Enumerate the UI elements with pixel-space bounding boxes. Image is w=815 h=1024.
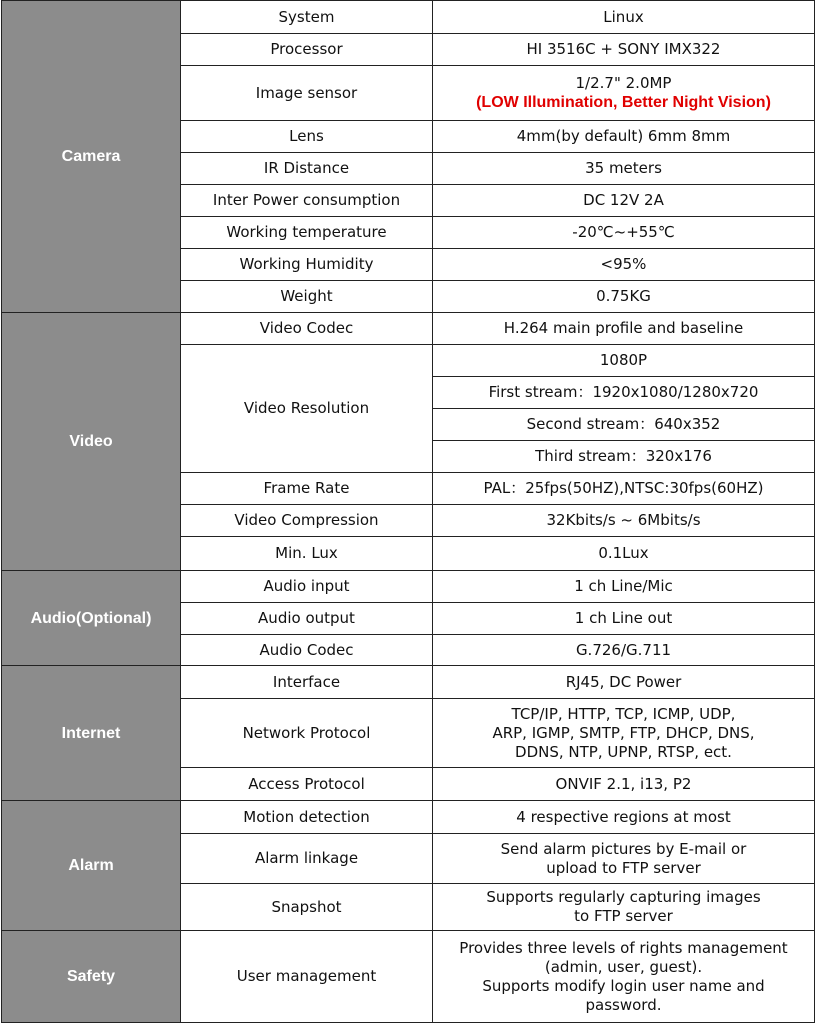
spec-value: <95% bbox=[433, 249, 815, 281]
spec-name: Frame Rate bbox=[181, 473, 433, 505]
spec-value: HI 3516C + SONY IMX322 bbox=[433, 34, 815, 66]
spec-value-line: Provides three levels of rights management bbox=[459, 938, 788, 957]
spec-value: First stream：1920x1080/1280x720 bbox=[433, 377, 815, 409]
spec-value-line: Supports modify login user name and bbox=[482, 976, 765, 995]
spec-name: Video Codec bbox=[181, 313, 433, 345]
category-camera: Camera bbox=[2, 1, 181, 313]
spec-value-line: Supports regularly capturing images bbox=[486, 888, 761, 906]
spec-value: 4 respective regions at most bbox=[433, 801, 815, 834]
spec-value: 1080P bbox=[433, 345, 815, 377]
spec-value: H.264 main profile and baseline bbox=[433, 313, 815, 345]
spec-value: Second stream：640x352 bbox=[433, 409, 815, 441]
spec-value-line: upload to FTP server bbox=[546, 858, 701, 877]
spec-value: 1 ch Line/Mic bbox=[433, 571, 815, 603]
spec-row-motion-detection bbox=[2, 801, 815, 834]
spec-name: IR Distance bbox=[181, 153, 433, 185]
spec-name: Snapshot bbox=[181, 884, 433, 931]
category-audio: Audio(Optional) bbox=[2, 571, 181, 666]
spec-name: Audio output bbox=[181, 603, 433, 635]
spec-name: System bbox=[181, 1, 433, 34]
spec-name: Min. Lux bbox=[181, 537, 433, 571]
spec-name: Image sensor bbox=[181, 66, 433, 121]
category-video: Video bbox=[2, 313, 181, 571]
spec-value: RJ45, DC Power bbox=[433, 666, 815, 699]
category-safety: Safety bbox=[2, 931, 181, 1023]
spec-value bbox=[433, 66, 815, 121]
spec-value: ONVIF 2.1, i13, P2 bbox=[433, 768, 815, 801]
spec-name: Inter Power consumption bbox=[181, 185, 433, 217]
spec-value: Linux bbox=[433, 1, 815, 34]
spec-value-line: DDNS, NTP, UPNP, RTSP, ect. bbox=[515, 742, 732, 761]
spec-row-interface bbox=[2, 666, 815, 699]
spec-row-video-codec bbox=[2, 313, 815, 345]
spec-name: Network Protocol bbox=[181, 699, 433, 768]
spec-name: Weight bbox=[181, 281, 433, 313]
spec-value bbox=[433, 884, 815, 931]
spec-name: Motion detection bbox=[181, 801, 433, 834]
spec-value: -20℃~+55℃ bbox=[433, 217, 815, 249]
spec-value: 1 ch Line out bbox=[433, 603, 815, 635]
spec-value: DC 12V 2A bbox=[433, 185, 815, 217]
spec-value-line: password. bbox=[585, 995, 662, 1014]
spec-value-note: (LOW Illumination, Better Night Vision) bbox=[476, 94, 771, 111]
spec-value-line: to FTP server bbox=[574, 907, 673, 925]
category-internet: Internet bbox=[2, 666, 181, 801]
spec-row-user-management bbox=[2, 931, 815, 1023]
spec-value: PAL：25fps(50HZ),NTSC:30fps(60HZ) bbox=[433, 473, 815, 505]
spec-value: G.726/G.711 bbox=[433, 635, 815, 666]
spec-value-line: ARP, IGMP, SMTP, FTP, DHCP, DNS, bbox=[492, 723, 755, 742]
spec-value bbox=[433, 931, 815, 1023]
spec-name: Audio input bbox=[181, 571, 433, 603]
spec-name: Working temperature bbox=[181, 217, 433, 249]
spec-value-line: Send alarm pictures by E-mail or bbox=[500, 839, 747, 858]
spec-name: Access Protocol bbox=[181, 768, 433, 801]
spec-name: Video Resolution bbox=[181, 345, 433, 473]
spec-name: Alarm linkage bbox=[181, 834, 433, 884]
spec-row-system bbox=[2, 1, 815, 34]
spec-row-audio-input bbox=[2, 571, 815, 603]
spec-name: Working Humidity bbox=[181, 249, 433, 281]
spec-value: 35 meters bbox=[433, 153, 815, 185]
spec-name: Interface bbox=[181, 666, 433, 699]
spec-value-line: (admin, user, guest). bbox=[544, 957, 703, 976]
spec-value: 0.75KG bbox=[433, 281, 815, 313]
spec-name: Lens bbox=[181, 121, 433, 153]
spec-name: Audio Codec bbox=[181, 635, 433, 666]
spec-value: 32Kbits/s ~ 6Mbits/s bbox=[433, 505, 815, 537]
spec-value: 0.1Lux bbox=[433, 537, 815, 571]
spec-table bbox=[1, 0, 815, 1023]
spec-value-line: TCP/IP, HTTP, TCP, ICMP, UDP, bbox=[511, 704, 736, 723]
spec-name: Processor bbox=[181, 34, 433, 66]
spec-name: Video Compression bbox=[181, 505, 433, 537]
category-alarm: Alarm bbox=[2, 801, 181, 931]
spec-value-line: 1/2.7" 2.0MP bbox=[575, 74, 672, 92]
spec-value bbox=[433, 834, 815, 884]
spec-value: Third stream：320x176 bbox=[433, 441, 815, 473]
spec-value bbox=[433, 699, 815, 768]
spec-value: 4mm(by default) 6mm 8mm bbox=[433, 121, 815, 153]
spec-name: User management bbox=[181, 931, 433, 1023]
